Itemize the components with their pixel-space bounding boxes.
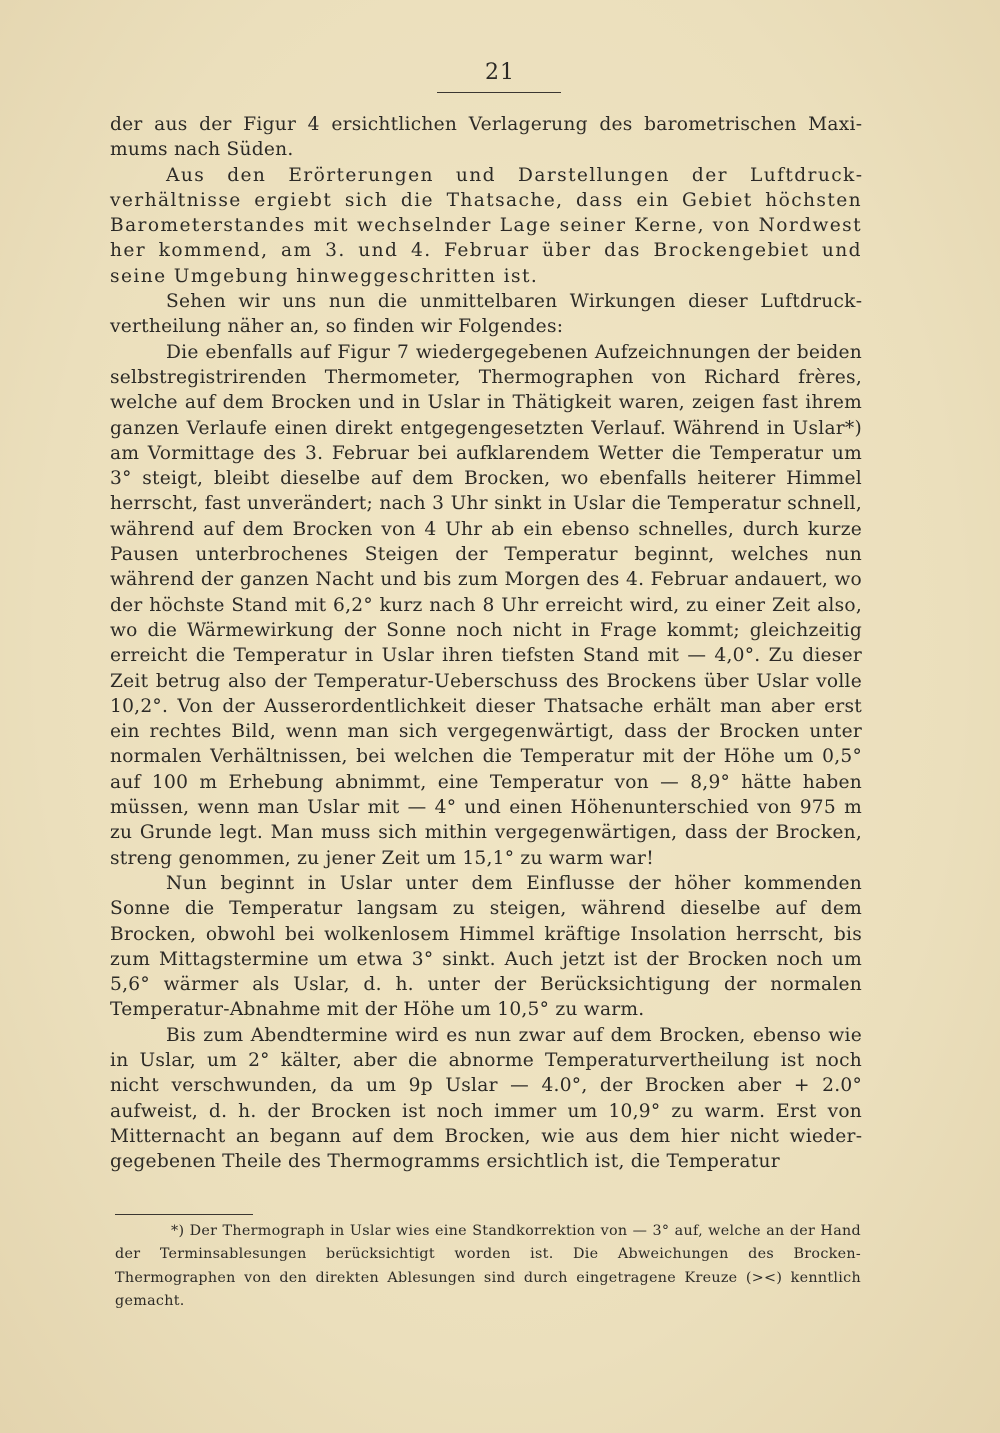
paragraph: Die ebenfalls auf Figur 7 wiedergegebenen Aufzeichnungen der beiden selbstregistrirenden Thermometer, Thermographen von Richard frères, welche auf dem Brocken und in Uslar in Thätigkeit waren, zeigen fast ihrem ganzen Verlaufe einen direkt entgegengesetzten Verlauf. Während in Uslar*) am Vormittage des 3. Februar bei aufklarendem Wetter die Temperatur um 3° steigt, bleibt dieselbe auf dem Brocken, wo ebenfalls heiterer Himmel herrscht, fast unverändert; nach 3 Uhr sinkt in Uslar die Temperatur schnell, während auf dem Brocken von 4 Uhr ab ein ebenso schnelles, durch kurze Pausen unterbrochenes Steigen der Temperatur beginnt, welches nun während der ganzen Nacht und bis zum Morgen des 4. Februar andauert, wo der höchste Stand mit 6,2° kurz nach 8 Uhr erreicht wird, zu einer Zeit also, wo die Wärmewirkung der Sonne noch nicht in Frage kommt; gleichzeitig erreicht die Temperatur in Uslar ihren tiefsten Stand mit — 4,0°. Zu dieser Zeit betrug also der Temperatur-Ueberschuss des Brockens über Uslar volle 10,2°. Von der Ausserordentlichkeit dieser Thatsache erhält man aber erst ein rechtes Bild, wenn man sich vergegenwärtigt, dass der Brocken unter normalen Verhältnissen, bei welchen die Temperatur mit der Höhe um 0,5° auf 100 m Erhebung abnimmt, eine Temperatur von — 8,9° hätte haben müssen, wenn man Uslar mit — 4° und einen Höhenunterschied von 975 m zu Grunde legt. Man muss sich mithin vergegenwärtigen, dass der Brocken, streng genommen, zu jener Zeit um 15,1° zu warm war! <box>110 341 862 869</box>
paragraph: Bis zum Abendtermine wird es nun zwar auf dem Brocken, ebenso wie in Uslar, um 2° kälter, aber die abnorme Temperaturvertheilung ist noch nicht verschwunden, da um 9p Uslar — 4.0°, der Brocken aber + 2.0° aufweist, d. h. der Brocken ist noch immer um 10,9° zu warm. Erst von Mitternacht an begann auf dem Brocken, wie aus dem hier nicht wiedergegebenen Theile des Thermogramms ersichtlich ist, die Temperatur <box>110 1024 862 1173</box>
body-text <box>110 112 862 1174</box>
page-number-rule <box>437 92 561 93</box>
footnote: *) Der Thermograph in Uslar wies eine Standkorrektion von — 3° auf, welche an der Hand der Terminsablesungen berücksichtigt worden ist. Die Abweichungen des Brocken-Thermographen von den direkten Ablesungen sind durch eingetragene Kreuze (><) kenntlich gemacht. <box>115 1223 861 1310</box>
paragraph: Aus den Erörterungen und Darstellungen der Luftdruckverhältnisse ergiebt sich die Thatsache, dass ein Gebiet höchsten Barometerstandes mit wechselnder Lage seiner Kerne, von Nordwest her kommend, am 3. und 4. Februar über das Brockengebiet und seine Umgebung hinweggeschritten ist. <box>110 164 862 287</box>
paragraph-continuation: der aus der Figur 4 ersichtlichen Verlagerung des barometrischen Maximums nach Süden. <box>110 114 862 161</box>
page-number: 21 <box>485 60 515 85</box>
paragraph: Nun beginnt in Uslar unter dem Einflusse der höher kommenden Sonne die Temperatur langsam zu steigen, während dieselbe auf dem Brocken, obwohl bei wolkenlosem Himmel kräftige Insolation herrscht, bis zum Mittagstermine um etwa 3° sinkt. Auch jetzt ist der Brocken noch um 5,6° wärmer als Uslar, d. h. unter der Berücksichtigung der normalen Temperatur-Abnahme mit der Höhe um 10,5° zu warm. <box>110 872 862 1021</box>
footnote-rule <box>115 1214 253 1215</box>
paragraph: Sehen wir uns nun die unmittelbaren Wirkungen dieser Luftdruckvertheilung näher an, so finden wir Folgendes: <box>110 291 862 338</box>
